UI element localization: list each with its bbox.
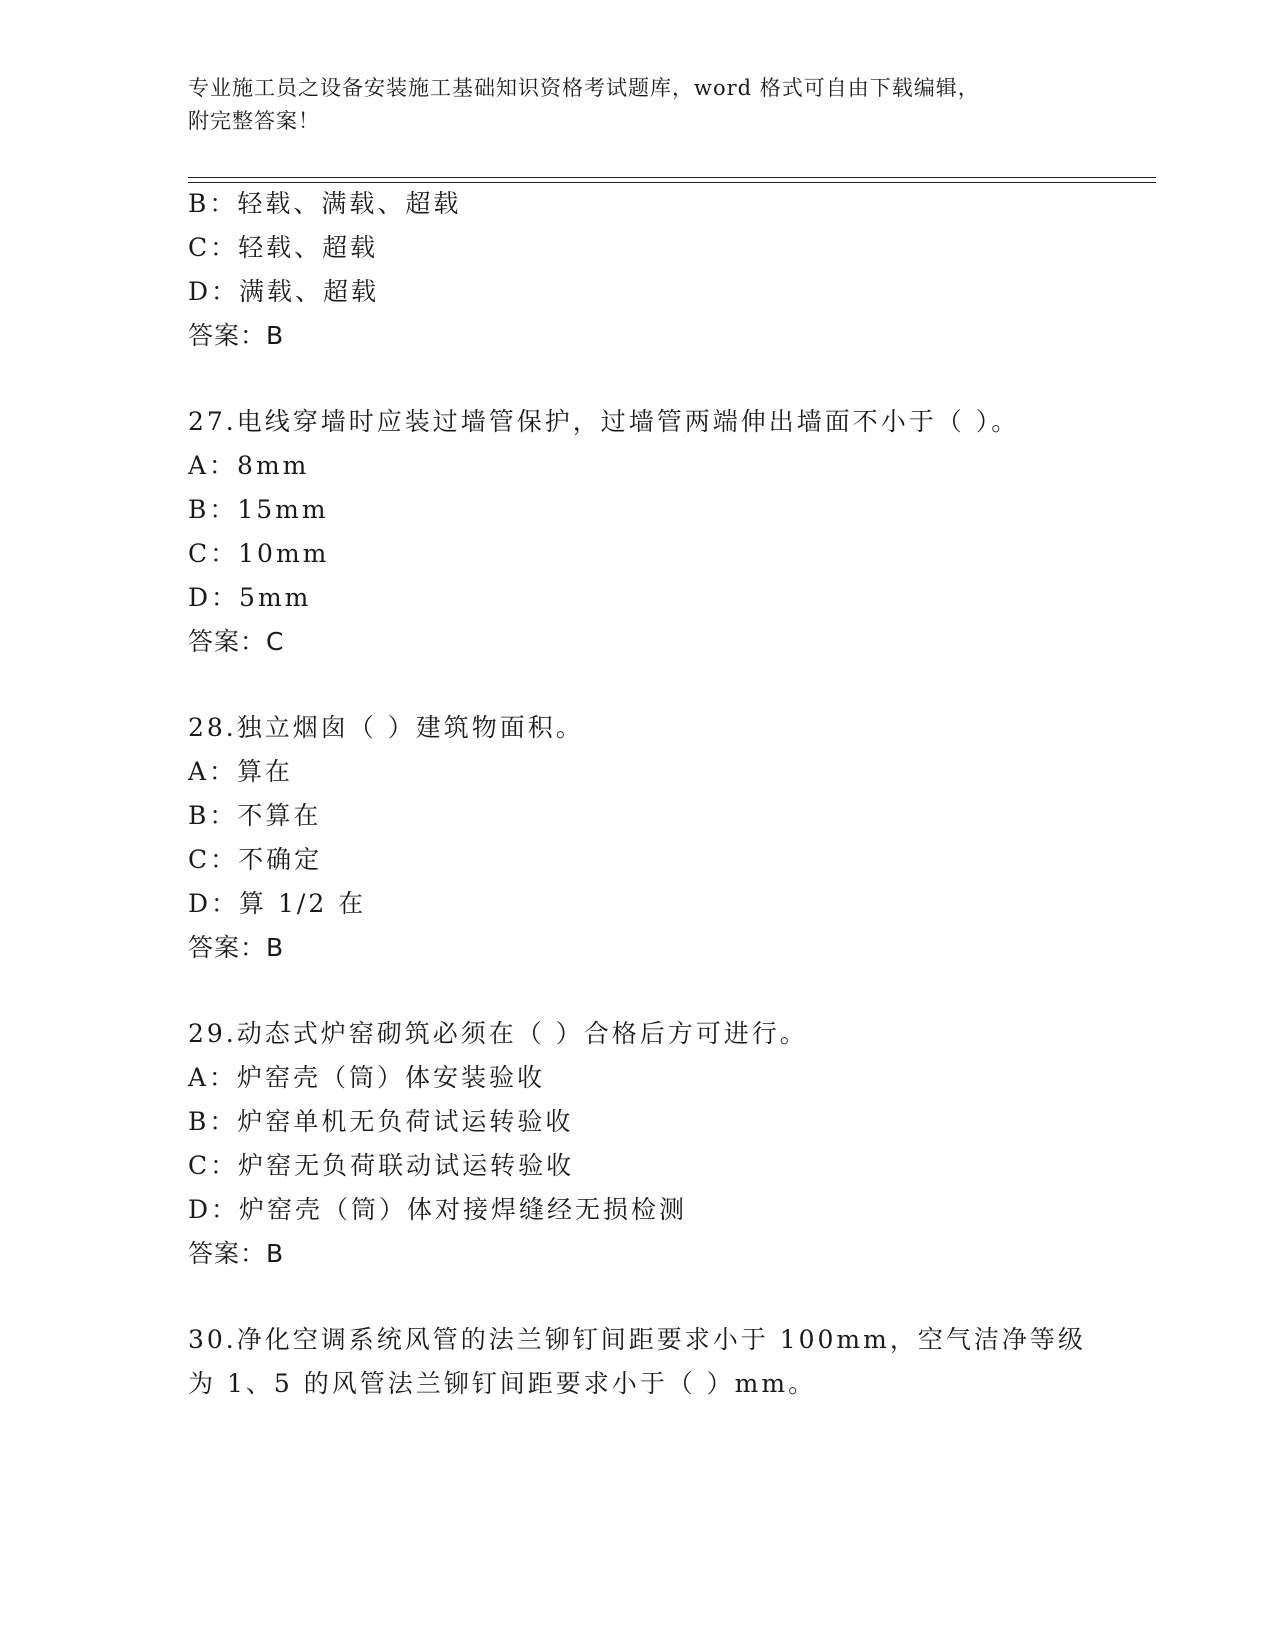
question-stem-continuation: 为 1、5 的风管法兰铆钉间距要求小于（ ）mm。 [188,1369,817,1398]
option-line: D：5mm [188,583,312,612]
question-stem: 27.电线穿墙时应装过墙管保护，过墙管两端伸出墙面不小于（ ）。 [188,407,1020,436]
header-divider-bottom [188,182,1156,183]
question-stem: 30.净化空调系统风管的法兰铆钉间距要求小于 100mm，空气洁净等级 [188,1325,1086,1354]
option-line: D：满载、超载 [188,277,380,306]
option-line: A：算在 [188,757,294,786]
option-line: B：炉窑单机无负荷试运转验收 [188,1107,574,1136]
document-header [188,72,1068,138]
option-line: B：15mm [188,495,329,524]
option-line: C：10mm [188,539,330,568]
question-stem: 28.独立烟囱（ ）建筑物面积。 [188,713,584,742]
question-stem: 29.动态式炉窑砌筑必须在（ ）合格后方可进行。 [188,1019,808,1048]
option-line: B：不算在 [188,801,322,830]
header-line-2: 附完整答案！ [188,109,320,133]
option-line: C：不确定 [188,845,323,874]
header-line-1: 专业施工员之设备安装施工基础知识资格考试题库，word 格式可自由下载编辑， [188,76,980,100]
answer-line: 答案：B [188,1239,285,1268]
option-line: C：轻载、超载 [188,233,379,262]
option-line: D：炉窑壳（筒）体对接焊缝经无损检测 [188,1195,688,1224]
option-line: C：炉窑无负荷联动试运转验收 [188,1151,575,1180]
option-line: D：算 1/2 在 [188,889,367,918]
answer-line: 答案：B [188,321,285,350]
header-divider-top [188,177,1156,178]
option-line: A：8mm [188,451,310,480]
option-line: B：轻载、满载、超载 [188,189,462,218]
answer-line: 答案：C [188,627,285,656]
option-line: A：炉窑壳（筒）体安装验收 [188,1063,546,1092]
answer-line: 答案：B [188,933,285,962]
